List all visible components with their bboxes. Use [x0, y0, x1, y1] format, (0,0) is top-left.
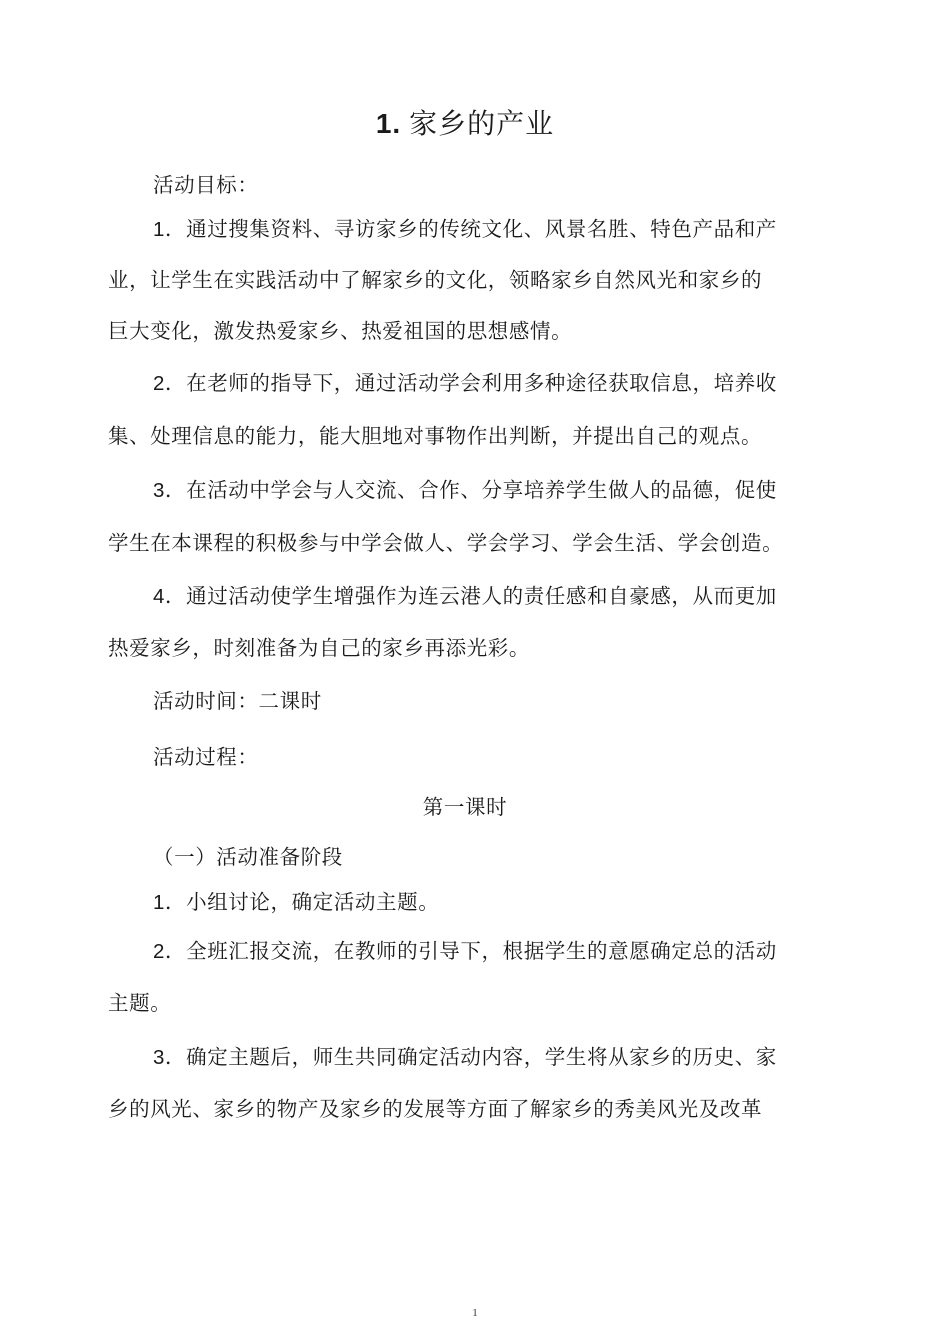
goal-1-line-3: 巨大变化，激发热爱家乡、热爱祖国的思想感情。 [108, 319, 573, 343]
goal-2-first-line [153, 368, 816, 399]
goal-2-number: 2． [153, 372, 187, 395]
step-3-text: 确定主题后，师生共同确定活动内容，学生将从家乡的历史、家 [186, 1045, 777, 1069]
title-number: 1. [375, 108, 402, 139]
goal-1-number: 1． [153, 218, 187, 241]
stage-heading: （一）活动准备阶段 [153, 845, 343, 869]
step-2-line-2: 主题。 [108, 991, 172, 1015]
step-2-first-line [153, 936, 816, 967]
goal-4-number: 4． [153, 585, 187, 608]
title-text: 家乡的产业 [409, 107, 555, 140]
step-1-text: 小组讨论，确定活动主题。 [186, 890, 440, 914]
goals-heading: 活动目标： [153, 173, 259, 197]
goal-1-text: 通过搜集资料、寻访家乡的传统文化、风景名胜、特色产品和产 [186, 217, 777, 241]
document-title [0, 104, 930, 144]
activity-time: 活动时间：二课时 [153, 689, 322, 713]
process-heading: 活动过程： [153, 745, 259, 769]
step-3-first-line [153, 1042, 816, 1073]
goal-4-line-2: 热爱家乡，时刻准备为自己的家乡再添光彩。 [108, 636, 530, 660]
lesson-heading: 第一课时 [422, 795, 508, 819]
goal-4-text: 通过活动使学生增强作为连云港人的责任感和自豪感，从而更加 [186, 584, 777, 608]
goal-4-first-line [153, 581, 816, 612]
goal-3-number: 3． [153, 479, 187, 502]
step-1-number: 1． [153, 891, 187, 914]
goal-1-first-line [153, 214, 816, 245]
step-2-number: 2． [153, 940, 187, 963]
goal-3-text: 在活动中学会与人交流、合作、分享培养学生做人的品德，促使 [186, 478, 777, 502]
goal-3-first-line [153, 475, 816, 506]
step-3-line-2: 乡的风光、家乡的物产及家乡的发展等方面了解家乡的秀美风光及改革 [108, 1097, 763, 1121]
step-2-text: 全班汇报交流，在教师的引导下，根据学生的意愿确定总的活动 [186, 939, 777, 963]
step-1-line [153, 887, 816, 918]
goal-2-line-2: 集、处理信息的能力，能大胆地对事物作出判断，并提出自己的观点。 [108, 424, 763, 448]
goal-2-text: 在老师的指导下，通过活动学会利用多种途径获取信息，培养收 [186, 371, 777, 395]
page-number: 1 [472, 1307, 478, 1319]
goal-1-line-2: 业，让学生在实践活动中了解家乡的文化，领略家乡自然风光和家乡的 [108, 268, 763, 292]
step-3-number: 3． [153, 1046, 187, 1069]
goal-3-line-2: 学生在本课程的积极参与中学会做人、学会学习、学会生活、学会创造。 [108, 531, 784, 555]
